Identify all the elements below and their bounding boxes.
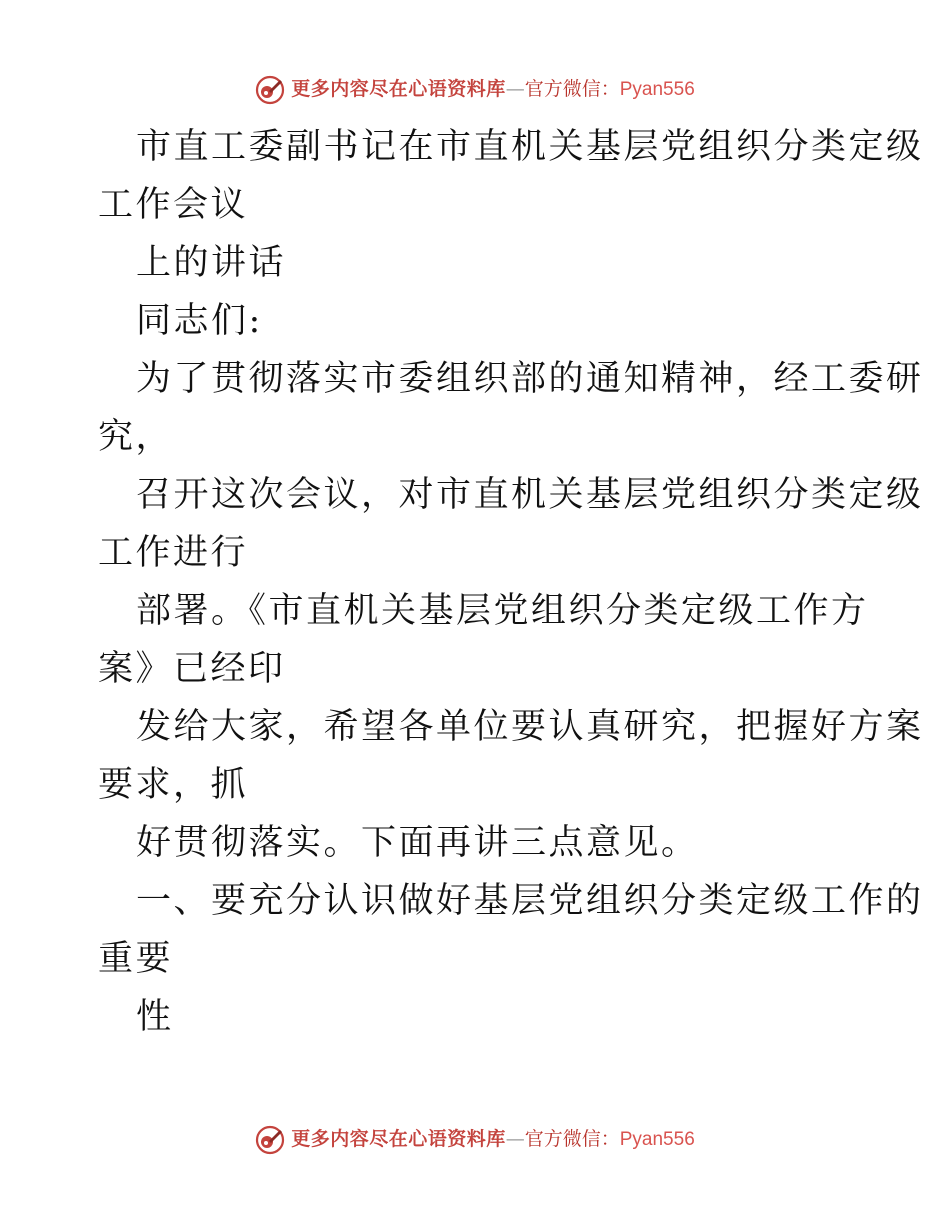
watermark-text	[291, 74, 695, 105]
footer-watermark	[0, 1124, 950, 1155]
watermark-wechat-label: 官方微信：	[524, 1128, 620, 1150]
watermark-brand: 更多内容尽在心语资料库	[291, 78, 506, 100]
header-watermark	[0, 74, 950, 105]
text-line: 好贯彻落实。下面再讲三点意见。	[136, 823, 699, 863]
watermark-wechat-id: Pyan556	[619, 79, 695, 100]
text-line: 案》已经印	[98, 649, 286, 689]
text-line: 性	[136, 997, 174, 1037]
watermark-dash: —	[505, 78, 525, 100]
text-line: 同志们:	[136, 301, 263, 341]
text-line: 工作会议	[98, 185, 249, 225]
watermark-wechat-label: 官方微信：	[524, 78, 620, 100]
watermark-wechat-id: Pyan556	[619, 1129, 695, 1150]
text-line: 要求，抓	[98, 765, 249, 805]
text-line: 召开这次会议，对市直机关基层党组织分类定级	[136, 475, 924, 515]
watermark-text	[291, 1124, 695, 1155]
text-line: 上的讲话	[136, 243, 287, 283]
watermark-dash: —	[505, 1128, 525, 1150]
text-line: 部署。《市直机关基层党组织分类定级工作方	[136, 591, 869, 631]
text-line: 发给大家，希望各单位要认真研究，把握好方案	[136, 707, 924, 747]
text-line: 市直工委副书记在市直机关基层党组织分类定级	[136, 127, 924, 167]
pen-logo-icon	[255, 1125, 285, 1155]
text-line: 重要	[98, 939, 174, 979]
text-line: 为了贯彻落实市委组织部的通知精神，经工委研	[136, 359, 924, 399]
pen-logo-icon	[255, 75, 285, 105]
text-line: 究，	[98, 417, 174, 457]
document-body	[98, 118, 924, 1046]
text-line: 一、要充分认识做好基层党组织分类定级工作的	[136, 881, 924, 921]
watermark-brand: 更多内容尽在心语资料库	[291, 1128, 506, 1150]
text-line: 工作进行	[98, 533, 249, 573]
